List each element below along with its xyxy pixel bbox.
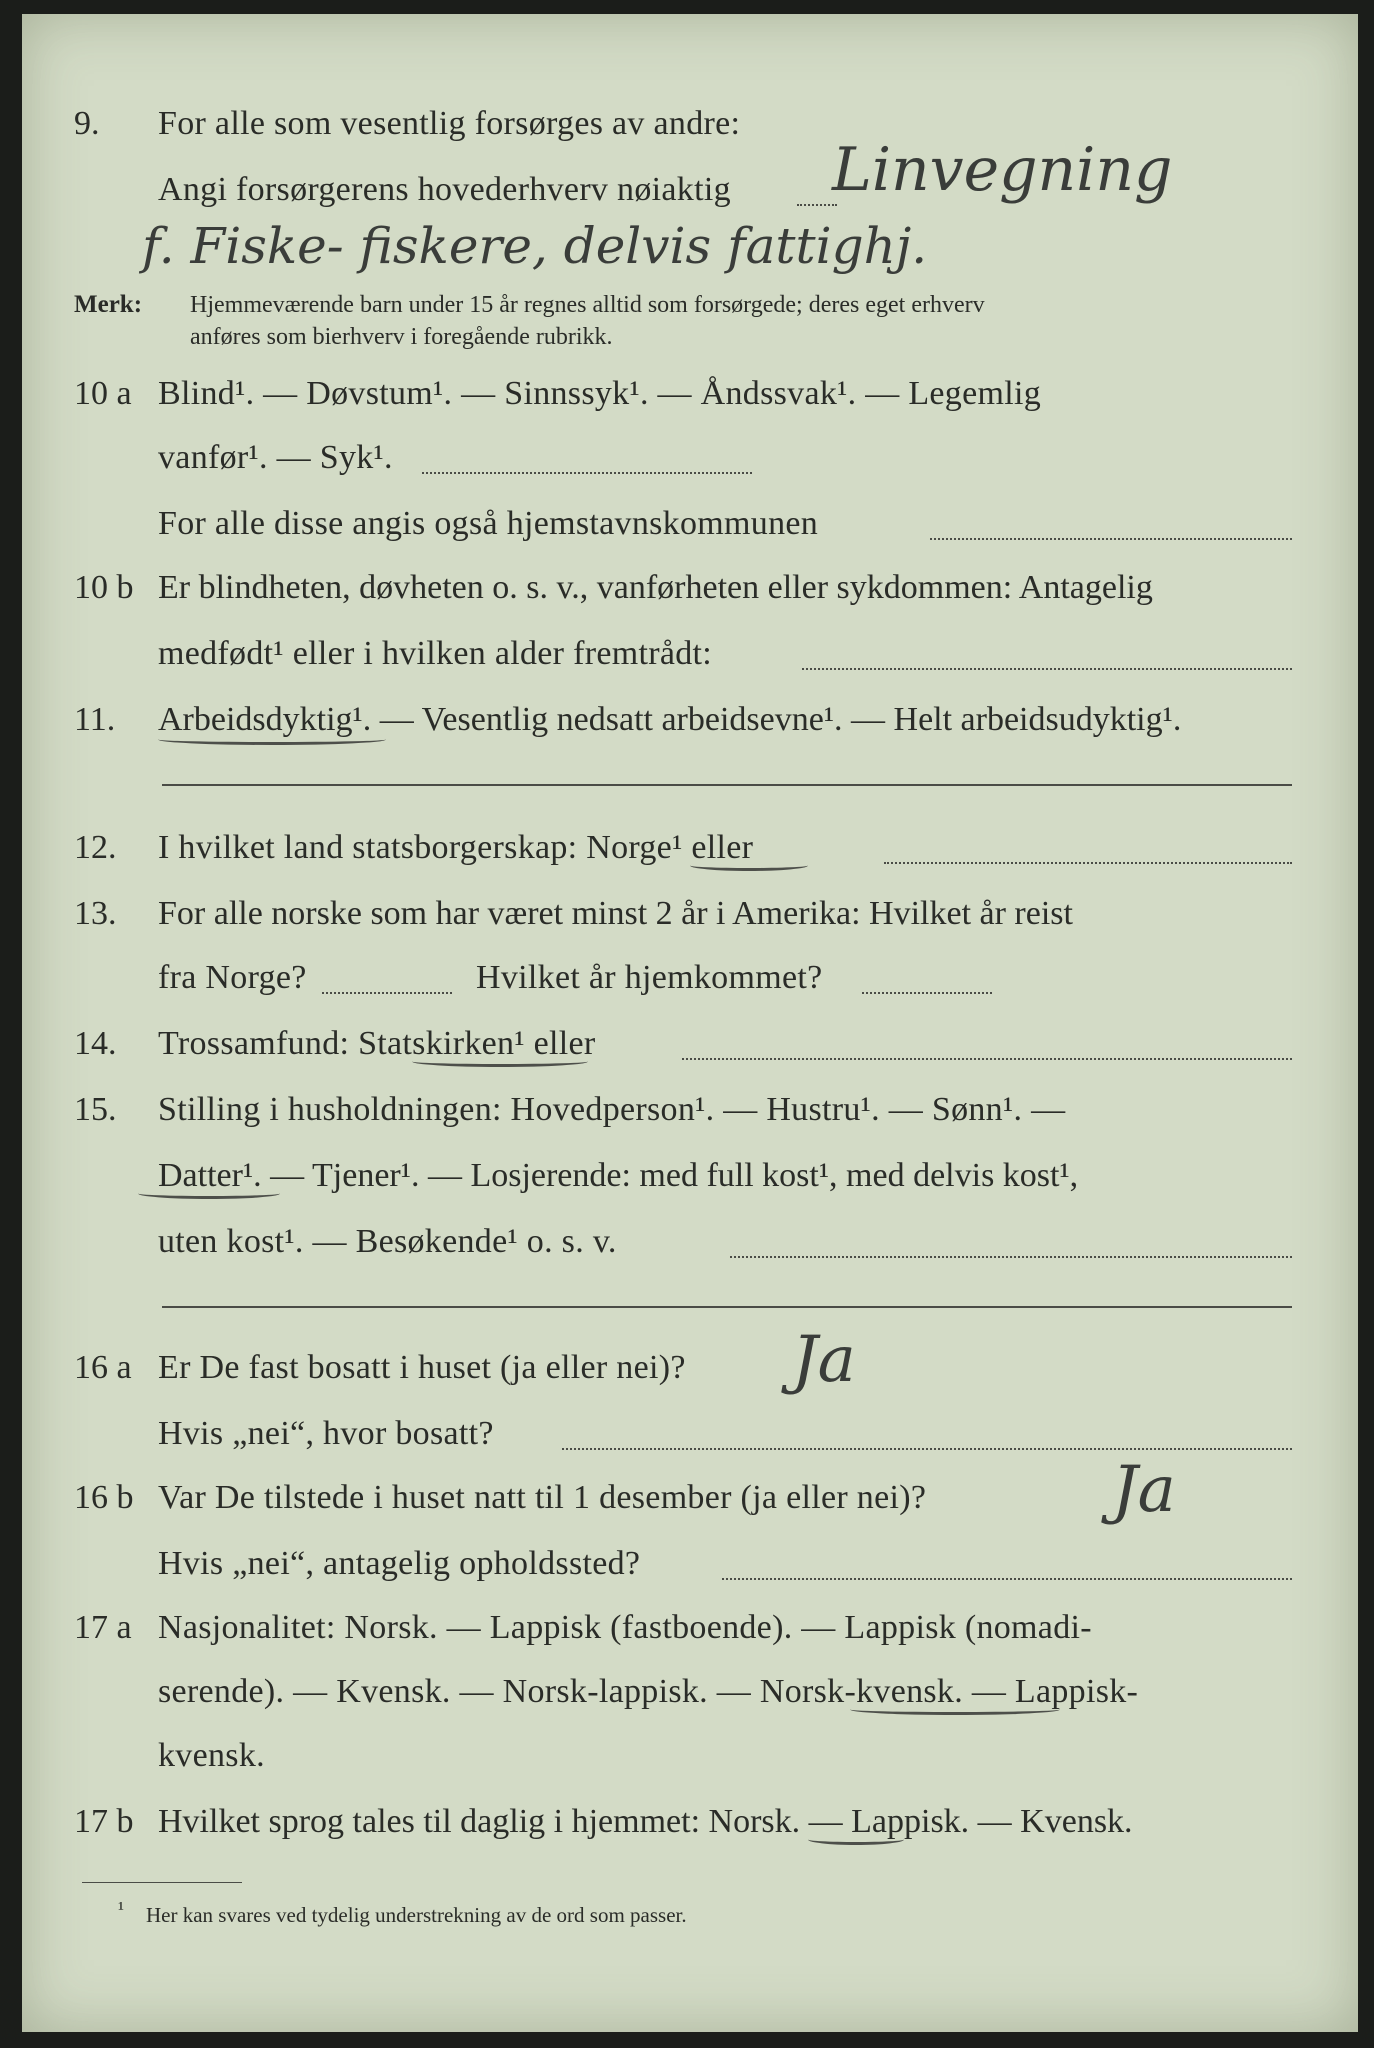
q9-number: 9.: [74, 105, 100, 142]
q15-answer-line: [162, 1306, 1292, 1308]
q10a-hjemstavn-line: [930, 538, 1292, 540]
q10a-line1: Blind¹. — Døvstum¹. — Sinnssyk¹. — Åndssvak¹. — Legemlig: [158, 375, 1042, 412]
q16b-line1: Var De tilstede i huset natt til 1 desember (ja eller nei)?: [158, 1479, 927, 1516]
q16a-line1: Er De fast bosatt i huset (ja eller nei)?: [158, 1349, 686, 1386]
q15-dotted-line: [730, 1256, 1292, 1258]
q10b-line2: medfødt¹ eller i hvilken alder fremtrådt:: [158, 635, 713, 672]
q15-line1: Stilling i husholdningen: Hovedperson¹. — Hustru¹. — Sønn¹. —: [158, 1091, 1066, 1128]
q17a-number: 17 a: [74, 1609, 132, 1646]
q17b-line1: Hvilket sprog tales til daglig i hjemmet: Norsk. — Lappisk. — Kvensk.: [158, 1803, 1133, 1840]
q14-underline-statskirken: [412, 1056, 588, 1067]
q13-hjemkommet-line: [862, 992, 992, 994]
q12-line1: I hvilket land statsborgerskap: Norge¹ eller: [158, 829, 754, 866]
q17a-line1: Nasjonalitet: Norsk. — Lappisk (fastboende). — Lappisk (nomadi-: [158, 1609, 1092, 1646]
q16b-dotted-line: [722, 1578, 1292, 1580]
q15-underline-datter: [138, 1188, 280, 1199]
q16b-line2: Hvis „nei“, antagelig opholdssted?: [158, 1545, 641, 1582]
q13-line1: For alle norske som har været minst 2 år i Amerika: Hvilket år reist: [158, 895, 1073, 932]
q17a-underline-norsk-kvensk: [850, 1704, 1060, 1715]
q10a-line2: vanfør¹. — Syk¹.: [158, 439, 393, 476]
q11-number: 11.: [74, 701, 116, 738]
q9-handwritten-answer1: Linvegning: [832, 135, 1173, 205]
q15-number: 15.: [74, 1091, 117, 1128]
q17a-line2: serende). — Kvensk. — Norsk-lappisk. — Norsk-kvensk. — Lappisk-: [158, 1673, 1139, 1710]
merk-label: Merk:: [74, 291, 143, 318]
q16b-handwritten-answer: Ja: [1112, 1453, 1176, 1527]
q15-line3: uten kost¹. — Besøkende¹ o. s. v.: [158, 1223, 617, 1260]
q13-line2a: fra Norge?: [158, 959, 307, 996]
q10b-line1: Er blindheten, døvheten o. s. v., vanførheten eller sykdommen: Antagelig: [158, 569, 1153, 606]
q9-dotted-line: [797, 204, 837, 206]
q16a-line2: Hvis „nei“, hvor bosatt?: [158, 1415, 494, 1452]
q11-answer-line: [162, 784, 1292, 786]
q13-reist-line: [322, 992, 452, 994]
q12-underline-norge: [690, 860, 808, 871]
q13-line2b: Hvilket år hjemkommet?: [476, 959, 823, 996]
q16a-dotted-line: [562, 1448, 1292, 1450]
q16b-number: 16 b: [74, 1479, 134, 1516]
footnote-text: Her kan svares ved tydelig understrekning av de ord som passer.: [146, 1903, 687, 1927]
q9-line2: Angi forsørgerens hovederhverv nøiaktig: [158, 171, 731, 208]
q13-number: 13.: [74, 895, 117, 932]
q10b-dotted-line: [802, 668, 1292, 670]
q11-underline-arbeidsdyktig: [158, 734, 386, 745]
merk-line1: Hjemmeværende barn under 15 år regnes alltid som forsørgede; deres eget erhverv: [190, 292, 985, 318]
q14-dotted-line: [682, 1058, 1292, 1060]
merk-line2: anføres som bierhverv i foregående rubrikk.: [190, 324, 613, 350]
census-form-page: [22, 14, 1358, 2032]
q10a-dotted-line: [422, 472, 752, 474]
q17b-underline-norsk: [808, 1834, 904, 1845]
q16a-handwritten-answer: Ja: [792, 1323, 856, 1397]
q11-line1: Arbeidsdyktig¹. — Vesentlig nedsatt arbeidsevne¹. — Helt arbeidsudyktig¹.: [158, 701, 1182, 738]
footnote-rule: [82, 1882, 242, 1883]
q15-line2: Datter¹. — Tjener¹. — Losjerende: med full kost¹, med delvis kost¹,: [158, 1157, 1079, 1194]
q9-line1: For alle som vesentlig forsørges av andre:: [158, 105, 741, 142]
q17a-line3: kvensk.: [158, 1737, 265, 1774]
q10b-number: 10 b: [74, 569, 134, 606]
q14-line1: Trossamfund: Statskirken¹ eller: [158, 1025, 596, 1062]
q14-number: 14.: [74, 1025, 117, 1062]
q10a-line3: For alle disse angis også hjemstavnskommunen: [158, 505, 819, 542]
q9-handwritten-answer2: f. Fiske- fiskere, delvis fattighj.: [142, 217, 928, 275]
q17b-number: 17 b: [74, 1803, 134, 1840]
q12-dotted-line: [884, 862, 1292, 864]
q16a-number: 16 a: [74, 1349, 132, 1386]
q10a-number: 10 a: [74, 375, 132, 412]
q12-number: 12.: [74, 829, 117, 866]
footnote-mark: ¹: [118, 1898, 124, 1920]
